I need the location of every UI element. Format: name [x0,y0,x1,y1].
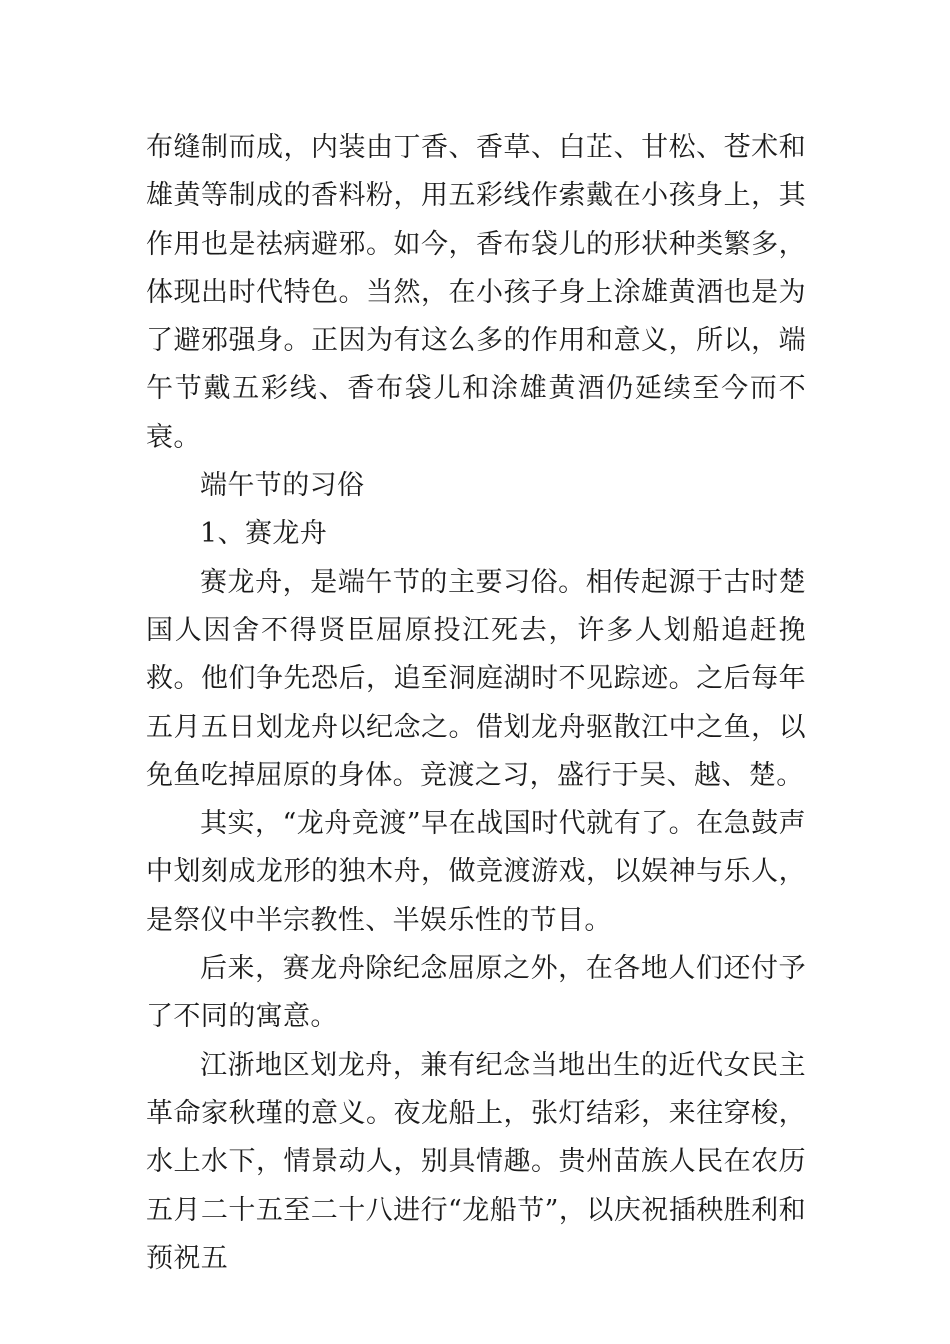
paragraph-sachet-continuation: 布缝制而成，内装由丁香、香草、白芷、甘松、苍术和雄黄等制成的香料粉，用五彩线作索戴在小孩身上，其作用也是祛病避邪。如今，香布袋儿的形状种类繁多，体现出时代特色。当然，在小孩子身上涂雄黄酒也是为了避邪强身。正因为有这么多的作用和意义，所以，端午节戴五彩线、香布袋儿和涂雄黄酒仍延续至今而不衰。 [146,132,806,453]
section-heading-customs: 端午节的习俗 [200,470,365,502]
paragraph-regional-customs: 江浙地区划龙舟，兼有纪念当地出生的近代女民主革命家秋瑾的意义。夜龙船上，张灯结彩，来往穿梭，水上水下，情景动人，别具情趣。贵州苗族人民在农历五月二十五至二十八进行“龙船节”，以庆祝插秧胜利和预祝五 [146,1049,806,1274]
subheading-dragon-boat: 1、赛龙舟 [200,518,328,550]
paragraph-later-meanings: 后来，赛龙舟除纪念屈原之外，在各地人们还付予了不同的寓意。 [146,953,806,1033]
paragraph-warring-states: 其实，“龙舟竞渡”早在战国时代就有了。在急鼓声中划刻成龙形的独木舟，做竞渡游戏，以娱神与乐人，是祭仪中半宗教性、半娱乐性的节目。 [146,808,806,936]
document-body [146,124,806,1283]
paragraph-dragon-boat-origin: 赛龙舟，是端午节的主要习俗。相传起源于古时楚国人因舍不得贤臣屈原投江死去，许多人划船追赶挽救。他们争先恐后，追至洞庭湖时不见踪迹。之后每年五月五日划龙舟以纪念之。借划龙舟驱散江中之鱼，以免鱼吃掉屈原的身体。竞渡之习，盛行于吴、越、楚。 [146,566,806,791]
